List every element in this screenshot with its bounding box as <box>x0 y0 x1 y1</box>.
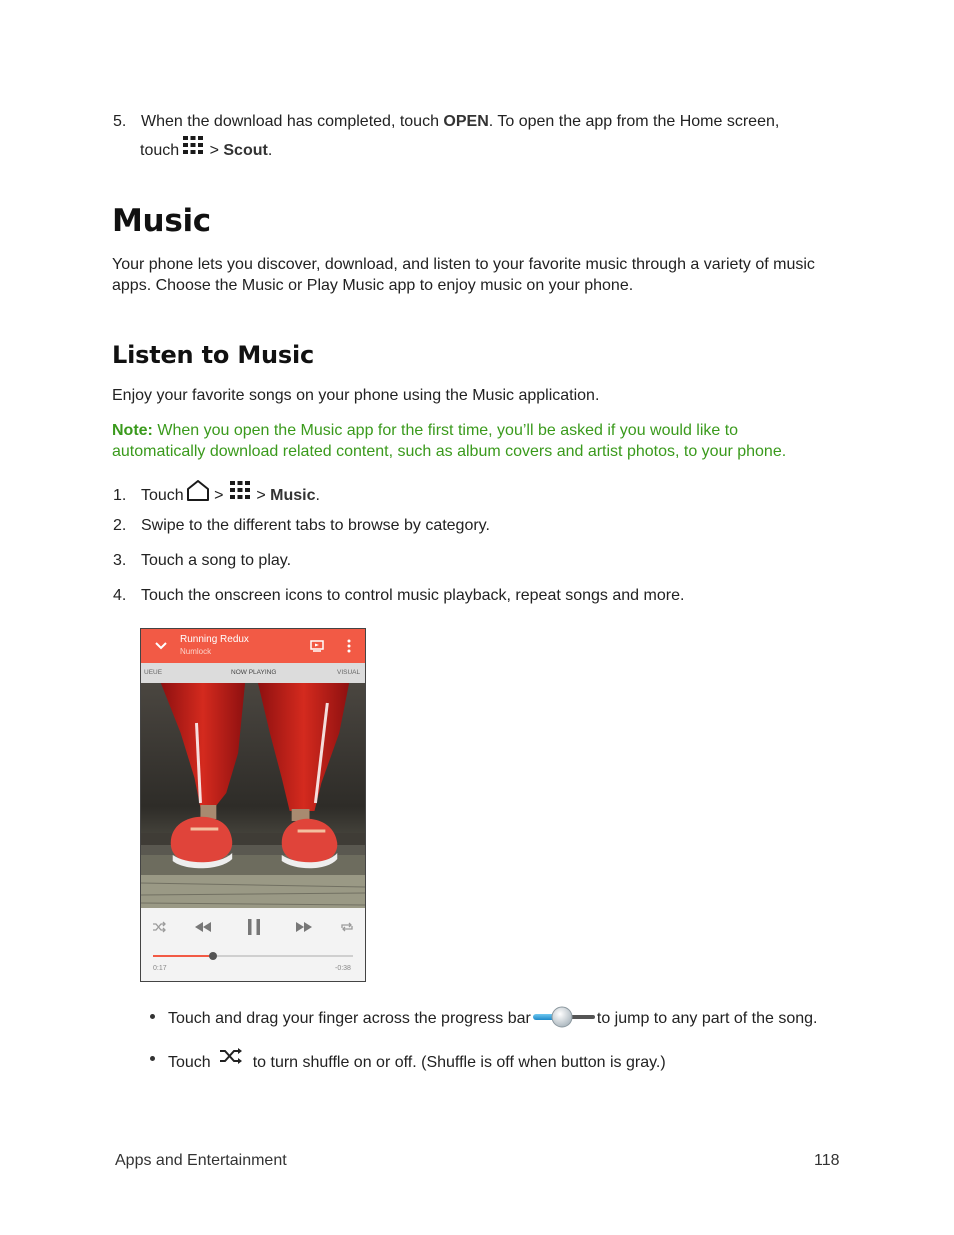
bullet-dot <box>150 1014 155 1019</box>
music-intro-line-2: apps. Choose the Music or Play Music app to enjoy music on your phone. <box>112 277 634 294</box>
progress-bar[interactable] <box>153 955 353 957</box>
step-3: 3. Touch a song to play. <box>113 552 292 569</box>
step-2: 2. Swipe to the different tabs to browse by category. <box>113 517 490 534</box>
repeat-icon[interactable] <box>340 921 354 933</box>
step-5-line-2: touch > Scout. <box>140 135 272 161</box>
home-icon <box>186 480 210 502</box>
music-heading: Music <box>112 203 211 239</box>
page-number: 118 <box>814 1152 840 1169</box>
pause-icon[interactable] <box>247 918 261 936</box>
shuffle-icon[interactable] <box>152 921 166 933</box>
chevron-down-icon[interactable] <box>154 641 168 651</box>
elapsed-time: 0:17 <box>153 965 167 972</box>
tab-visual[interactable]: VISUAL <box>337 669 361 676</box>
bullet-dot <box>150 1056 155 1061</box>
bullet-progress-bar: Touch and drag your finger across the progress bar to jump to any part of the song. <box>168 1005 817 1029</box>
tab-now-playing[interactable]: NOW PLAYING <box>231 669 277 676</box>
scout-label: Scout <box>223 142 268 159</box>
player-tabs <box>141 663 365 683</box>
album-art <box>141 683 365 908</box>
note-line-2: automatically download related content, such as album covers and artist photos, to your phone. <box>112 443 787 460</box>
rewind-icon[interactable] <box>194 921 212 933</box>
note-line-1: Note: When you open the Music app for the first time, you’ll be asked if you would like to <box>112 422 739 439</box>
apps-grid-icon <box>181 135 205 157</box>
progress-bar-slider-icon <box>531 1005 597 1029</box>
player-header <box>141 629 365 663</box>
footer-section: Apps and Entertainment <box>115 1152 287 1169</box>
note-label: Note: <box>112 422 153 439</box>
progress-thumb[interactable] <box>209 952 217 960</box>
more-options-icon[interactable] <box>346 639 352 653</box>
listen-intro: Enjoy your favorite songs on your phone using the Music application. <box>112 387 600 404</box>
shuffle-icon <box>219 1047 245 1065</box>
song-title: Running Redux <box>180 634 249 645</box>
progress-fill <box>153 955 213 957</box>
step-1: 1. Touch > > Music. <box>113 480 320 506</box>
cast-screen-icon[interactable] <box>310 640 324 652</box>
music-app-label: Music <box>270 487 316 504</box>
fast-forward-icon[interactable] <box>295 921 313 933</box>
apps-grid-icon <box>228 480 252 502</box>
step-5-line-1: 5. When the download has completed, touch OPEN. To open the app from the Home screen, <box>113 113 780 130</box>
remaining-time: -0:38 <box>335 965 351 972</box>
playback-controls <box>141 908 365 982</box>
tab-queue[interactable]: UEUE <box>144 669 163 676</box>
listen-heading: Listen to Music <box>112 341 315 369</box>
music-intro-line-1: Your phone lets you discover, download, and listen to your favorite music through a variety of music <box>112 256 815 273</box>
artist-name: Numlock <box>180 647 212 656</box>
music-player-screenshot <box>140 628 366 982</box>
step-number: 5. <box>113 113 127 130</box>
open-label: OPEN <box>443 113 489 130</box>
bullet-shuffle: Touch to turn shuffle on or off. (Shuffle is off when button is gray.) <box>168 1047 666 1073</box>
step-4: 4. Touch the onscreen icons to control music playback, repeat songs and more. <box>113 587 685 604</box>
